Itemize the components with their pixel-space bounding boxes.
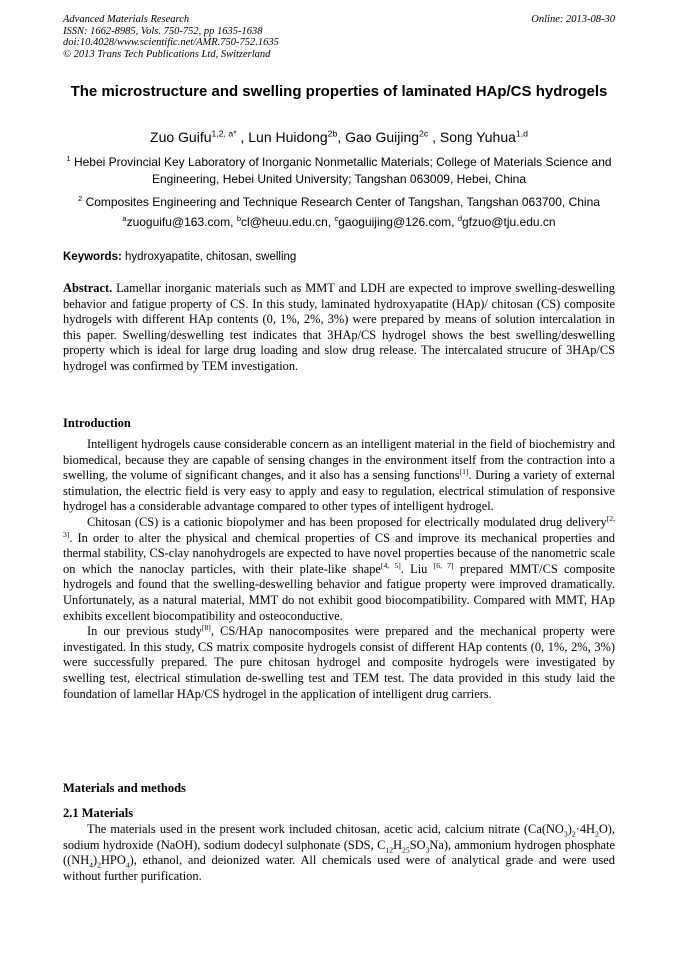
- paragraph-text: HPO: [100, 853, 126, 868]
- paragraph-text: ): [93, 853, 98, 868]
- paragraph-text: , CS/HAp nanocomposites were prepared and the mechanical property were investigated. In this study, CS matrix composite hydrogels consist of different HAp contents (0, 1%, 2%, 3%) were successfully prepared. The pure chitosan hydrogel and composite hydrogels were investigated by swelling test, electrical stimulation de-swelling test and TEM test. The data provided in this study laid the foundation of lamellar HAp/CS hydrogel in the application of intelligent drug carriers.: [63, 624, 615, 701]
- author-name: Gao Guijing: [345, 129, 420, 145]
- email: gfzuo@tju.edu.cn: [461, 215, 556, 229]
- materials-methods-heading: Materials and methods: [63, 781, 186, 795]
- abstract-label: Abstract.: [63, 281, 113, 295]
- citation: [6, 7]: [433, 560, 454, 570]
- subscript: 2: [594, 829, 599, 839]
- keywords-text: hydroxyapatite, chitosan, swelling: [125, 251, 297, 263]
- author-mark: 2c: [419, 128, 429, 139]
- subscript: 3: [425, 845, 430, 855]
- affiliation-text: Hebei Provincial Key Laboratory of Inorganic Nonmetallic Materials; College of Materials Science and Engineering, Hebei United University; Tangshan 063009, Hebei, China: [73, 155, 612, 186]
- doi: doi:10.4028/www.scientific.net/AMR.750-752.1635: [63, 37, 279, 48]
- keywords-line: [63, 250, 296, 265]
- email: cl@heuu.edu.cn: [240, 215, 328, 229]
- journal-name: Advanced Materials Research: [63, 14, 190, 25]
- author-mark: 2b: [327, 128, 338, 139]
- subscript: 3: [563, 829, 568, 839]
- materials-subheading: 2.1 Materials: [63, 806, 134, 820]
- citation: [2, 3]: [63, 513, 615, 539]
- email-separator: ,: [230, 215, 237, 229]
- author-mark: 1,d: [515, 128, 528, 139]
- email-mark: a: [122, 214, 127, 223]
- paragraph-text: In our previous study: [87, 624, 202, 639]
- introduction-heading: Introduction: [63, 416, 131, 430]
- paragraph-text: Na), ammonium hydrogen phosphate ((NH: [63, 837, 616, 868]
- intro-paragraph-2: [63, 515, 615, 624]
- subscript: 4: [125, 860, 130, 870]
- paper-title: The microstructure and swelling properties of laminated HAp/CS hydrogels: [70, 83, 608, 100]
- subscript: 25: [402, 845, 410, 855]
- issn: ISSN: 1662-8985, Vols. 750-752, pp 1635-1638: [63, 25, 263, 37]
- subscript: 2: [97, 860, 101, 870]
- paragraph-text: O), sodium hydroxide (NaOH), sodium dodecyl sulphonate (SDS, C: [63, 822, 615, 852]
- subscript: 12: [385, 845, 394, 855]
- subscript: 2: [571, 829, 576, 839]
- paragraph-text: . In order to alter the physical and chemical properties of CS and improve its mechanical properties and thermal stability, CS-clay nanohydrogels are expected to have novel properties because of the nanometric scale on which the nanoclay particles, with their plate-like shape: [63, 530, 615, 576]
- materials-body: [63, 822, 615, 884]
- email-separator: ,: [327, 215, 335, 229]
- intro-paragraph-1: [63, 437, 615, 515]
- author-separator: ,: [428, 129, 440, 145]
- affiliation-1: [63, 154, 615, 187]
- keywords-label: Keywords:: [63, 251, 122, 263]
- intro-paragraph-3: [63, 624, 615, 702]
- author-name: Lun Huidong: [248, 129, 328, 145]
- email-separator: ,: [451, 215, 458, 229]
- paragraph-text: Chitosan (CS) is a cationic biopolymer and has been proposed for electrically modulated drug delivery: [87, 514, 607, 529]
- email-mark: c: [334, 214, 339, 223]
- affiliation-mark: 2: [78, 194, 83, 203]
- author-separator: ,: [236, 129, 249, 145]
- citation: [8]: [201, 623, 211, 632]
- abstract-text: Lamellar inorganic materials such as MMT and LDH are expected to improve swelling-deswelling behavior and fatigue property of CS. In this study, laminated hydroxyapatite (HAp)/ chitosan (CS) composite hydrogels with different HAp contents (0, 1%, 2%, 3%) were prepared by means of solution intercalation in this paper. Swelling/deswelling test indicates that 3HAp/CS hydrogel shows the best swelling/deswelling property which is ideal for large drug loading and slow drug release. The intercalated strucure of 3HAp/CS hydrogel was confirmed by TEM investigation.: [63, 281, 615, 373]
- subscript: 4: [89, 860, 93, 870]
- author-list: [63, 128, 615, 146]
- copyright: © 2013 Trans Tech Publications Ltd, Switzerland: [63, 48, 271, 60]
- affiliation-2: [63, 194, 615, 211]
- paragraph-text: . During a variety of external stimulation, the electric field is very easy to apply and easy to regulation, electrical stimulation of responsive hydrogel has a considerable advantage compared to other types of intelligent hydrogel.: [63, 468, 616, 514]
- paragraph-text: ·4H: [575, 822, 595, 836]
- citation: [4, 5]: [380, 560, 401, 570]
- paragraph-text: ), ethanol, and deionized water. All chemicals used were of analytical grade and were used without further purification.: [63, 853, 615, 883]
- paragraph-text: . Liu: [400, 561, 434, 576]
- author-name: Song Yuhua: [439, 129, 516, 145]
- paragraph-text: Intelligent hydrogels cause considerable concern as an intelligent material in the field of biochemistry and biomedical, because they are capable of sensing changes in the environment itself from the contraction into a swelling, the volume of significant changes, and it also has a sensing functions: [63, 437, 615, 483]
- abstract: [63, 281, 615, 375]
- paragraph-text: SO: [409, 837, 426, 852]
- materials-paragraph: [63, 822, 615, 884]
- paragraph-text: H: [393, 837, 403, 852]
- email-mark: b: [236, 214, 241, 223]
- email: gaoguijing@126.com: [338, 215, 452, 229]
- introduction-body: [63, 437, 615, 702]
- email: zuoguifu@163.com: [126, 215, 231, 229]
- online-date: Online: 2013-08-30: [531, 14, 615, 25]
- author-mark: 1,2, a*: [211, 128, 237, 139]
- paragraph-text: prepared MMT/CS composite hydrogels and found that the swelling-deswelling behavior and fatigue property were improved dramatically. Unfortunately, as a natural material, MMT do not exhibit good biocompatibility. Compared with MMT, HAp exhibits excellent biocompatibility and osteoconductive.: [63, 561, 615, 623]
- paragraph-text: ): [567, 822, 572, 836]
- email-mark: d: [457, 214, 462, 223]
- author-name: Zuo Guifu: [150, 129, 212, 145]
- affiliation-mark: 1: [66, 154, 71, 163]
- paragraph-text: The materials used in the present work included chitosan, acetic acid, calcium nitrate (Ca(NO: [87, 822, 564, 836]
- email-list: [63, 214, 615, 231]
- journal-meta: [63, 14, 279, 60]
- affiliation-text: Composites Engineering and Technique Research Center of Tangshan, Tangshan 063700, China: [85, 195, 600, 209]
- citation: [1]: [459, 467, 469, 477]
- author-separator: ,: [337, 129, 346, 145]
